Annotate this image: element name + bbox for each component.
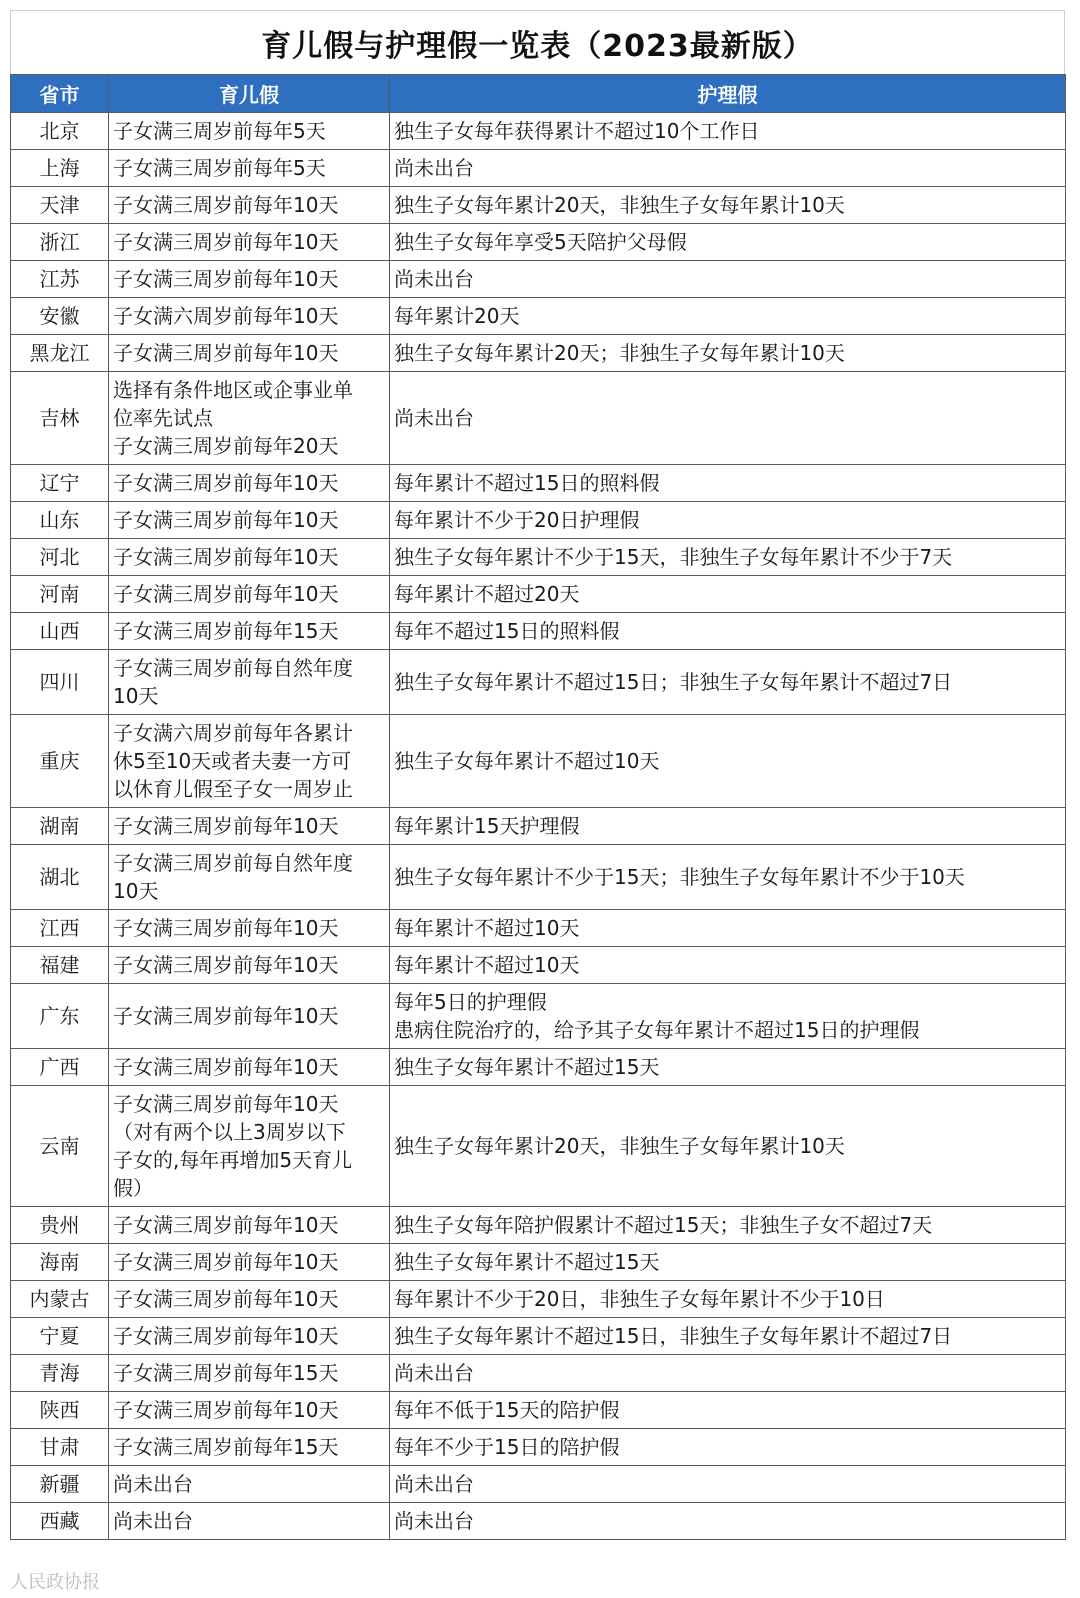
table-row [11,465,1066,502]
table-row [11,576,1066,613]
province-cell: 福建 [11,947,109,984]
table-row [11,984,1066,1049]
nursing-leave-cell [390,1086,1066,1207]
nursing-leave-text: 独生子女每年累计不超过15日；非独生子女每年累计不超过7日 [394,670,953,694]
nursing-leave-cell [390,808,1066,845]
header-nursing-leave: 护理假 [390,75,1066,113]
childcare-leave-cell [109,187,390,224]
childcare-leave-cell [109,113,390,150]
childcare-leave-text: 子女满六周岁前每年10天 [113,304,339,328]
nursing-leave-cell [390,613,1066,650]
table-row [11,808,1066,845]
nursing-leave-cell [390,113,1066,150]
province-cell: 上海 [11,150,109,187]
nursing-leave-cell [390,947,1066,984]
table-row [11,539,1066,576]
childcare-leave-cell [109,1086,390,1207]
nursing-leave-cell [390,1429,1066,1466]
childcare-leave-text: 子女满三周岁前每年15天 [113,1361,339,1385]
province-cell: 四川 [11,650,109,715]
childcare-leave-cell [109,808,390,845]
table-row [11,187,1066,224]
nursing-leave-cell [390,650,1066,715]
nursing-leave-cell [390,261,1066,298]
childcare-leave-cell [109,845,390,910]
province-cell: 内蒙古 [11,1281,109,1318]
nursing-leave-text: 尚未出台 [394,1361,474,1385]
nursing-leave-text: 独生子女每年累计不超过15天 [394,1055,660,1079]
childcare-leave-text: 子女满三周岁前每年15天 [113,1435,339,1459]
childcare-leave-cell [109,576,390,613]
table-row [11,1049,1066,1086]
childcare-leave-text: 子女满三周岁前每年10天 [113,1287,339,1311]
nursing-leave-text: 独生子女每年累计不超过15日，非独生子女每年累计不超过7日 [394,1324,953,1348]
leave-table-sheet [10,10,1065,1540]
province-cell: 河北 [11,539,109,576]
childcare-leave-text: 子女满三周岁前每年15天 [113,619,339,643]
province-cell: 北京 [11,113,109,150]
nursing-leave-cell [390,1281,1066,1318]
table-row [11,1355,1066,1392]
childcare-leave-cell [109,715,390,808]
nursing-leave-cell [390,576,1066,613]
province-cell: 新疆 [11,1466,109,1503]
childcare-leave-cell [109,910,390,947]
nursing-leave-cell [390,1392,1066,1429]
childcare-leave-cell [109,150,390,187]
table-row [11,1086,1066,1207]
nursing-leave-text: 每年累计不少于20日，非独生子女每年累计不少于10日 [394,1287,885,1311]
childcare-leave-cell [109,502,390,539]
childcare-leave-text: 子女满三周岁前每年10天 [113,953,339,977]
childcare-leave-text: 子女满三周岁前每年10天 [113,814,339,838]
childcare-leave-text: 子女满三周岁前每年10天 [113,545,339,569]
nursing-leave-text: 独生子女每年累计不超过15天 [394,1250,660,1274]
nursing-leave-cell [390,502,1066,539]
province-cell: 宁夏 [11,1318,109,1355]
nursing-leave-cell [390,1244,1066,1281]
nursing-leave-cell [390,1466,1066,1503]
childcare-leave-text: （对有两个以上3周岁以下 [113,1120,346,1144]
province-cell: 吉林 [11,372,109,465]
table-row [11,335,1066,372]
nursing-leave-cell [390,715,1066,808]
nursing-leave-text: 独生子女每年累计不超过10天 [394,749,660,773]
table-row [11,261,1066,298]
province-cell: 重庆 [11,715,109,808]
childcare-leave-cell [109,1207,390,1244]
table-row [11,1392,1066,1429]
childcare-leave-cell [109,650,390,715]
province-cell: 云南 [11,1086,109,1207]
childcare-leave-text: 尚未出台 [113,1472,193,1496]
province-cell: 海南 [11,1244,109,1281]
childcare-leave-text: 子女满三周岁前每年10天 [113,471,339,495]
childcare-leave-cell [109,947,390,984]
childcare-leave-text: 子女满三周岁前每自然年度 [113,656,353,680]
nursing-leave-text: 尚未出台 [394,156,474,180]
childcare-leave-text: 子女满三周岁前每年10天 [113,1324,339,1348]
nursing-leave-text: 每年累计不超过10天 [394,916,580,940]
nursing-leave-text: 独生子女每年陪护假累计不超过15天；非独生子女不超过7天 [394,1213,933,1237]
table-row [11,1244,1066,1281]
header-childcare-leave: 育儿假 [109,75,390,113]
province-cell: 西藏 [11,1503,109,1540]
nursing-leave-cell [390,1207,1066,1244]
table-row [11,845,1066,910]
table-row [11,502,1066,539]
table-row [11,613,1066,650]
province-cell: 天津 [11,187,109,224]
childcare-leave-text: 子女满三周岁前每年10天 [113,1213,339,1237]
nursing-leave-cell [390,335,1066,372]
nursing-leave-text: 独生子女每年累计不少于15天，非独生子女每年累计不少于7天 [394,545,953,569]
nursing-leave-cell [390,187,1066,224]
childcare-leave-cell [109,224,390,261]
childcare-leave-text: 假） [113,1176,153,1200]
nursing-leave-cell [390,298,1066,335]
childcare-leave-cell [109,335,390,372]
nursing-leave-text: 每年累计不超过20天 [394,582,580,606]
table-row [11,910,1066,947]
childcare-leave-cell [109,372,390,465]
nursing-leave-text: 每年累计不超过15日的照料假 [394,471,660,495]
childcare-leave-text: 子女满三周岁前每年10天 [113,582,339,606]
childcare-leave-cell [109,298,390,335]
childcare-leave-text: 子女满三周岁前每自然年度 [113,851,353,875]
province-cell: 辽宁 [11,465,109,502]
childcare-leave-text: 子女满三周岁前每年20天 [113,434,339,458]
childcare-leave-cell [109,1318,390,1355]
childcare-leave-text: 子女满六周岁前每年各累计 [113,721,353,745]
nursing-leave-text: 每年累计15天护理假 [394,814,580,838]
nursing-leave-text: 独生子女每年累计20天，非独生子女每年累计10天 [394,193,845,217]
nursing-leave-cell [390,910,1066,947]
province-cell: 陕西 [11,1392,109,1429]
table-row [11,113,1066,150]
table-row [11,150,1066,187]
page-title: 育儿假与护理假一览表（2023最新版） [10,10,1065,74]
childcare-leave-text: 以休育儿假至子女一周岁止 [113,777,353,801]
province-cell: 广东 [11,984,109,1049]
province-cell: 江西 [11,910,109,947]
childcare-leave-cell [109,613,390,650]
childcare-leave-cell [109,1429,390,1466]
nursing-leave-cell [390,1355,1066,1392]
province-cell: 湖北 [11,845,109,910]
table-header-row [11,75,1066,113]
nursing-leave-text: 每年累计20天 [394,304,520,328]
header-province: 省市 [11,75,109,113]
childcare-leave-text: 子女满三周岁前每年10天 [113,341,339,365]
childcare-leave-cell [109,1466,390,1503]
childcare-leave-text: 子女满三周岁前每年10天 [113,1004,339,1028]
province-cell: 甘肃 [11,1429,109,1466]
childcare-leave-text: 子女满三周岁前每年10天 [113,1250,339,1274]
childcare-leave-text: 子女满三周岁前每年10天 [113,916,339,940]
table-row [11,715,1066,808]
nursing-leave-text: 每年不超过15日的照料假 [394,619,620,643]
province-cell: 山东 [11,502,109,539]
nursing-leave-text: 患病住院治疗的，给予其子女每年累计不超过15日的护理假 [394,1018,920,1042]
childcare-leave-text: 子女满三周岁前每年10天 [113,193,339,217]
childcare-leave-text: 尚未出台 [113,1509,193,1533]
table-row [11,1429,1066,1466]
table-row [11,372,1066,465]
childcare-leave-text: 子女满三周岁前每年10天 [113,508,339,532]
province-cell: 湖南 [11,808,109,845]
nursing-leave-cell [390,984,1066,1049]
childcare-leave-text: 子女满三周岁前每年10天 [113,230,339,254]
table-row [11,1281,1066,1318]
nursing-leave-text: 每年累计不超过10天 [394,953,580,977]
nursing-leave-cell [390,150,1066,187]
nursing-leave-text: 每年5日的护理假 [394,990,547,1014]
table-row [11,1207,1066,1244]
childcare-leave-text: 休5至10天或者夫妻一方可 [113,749,352,773]
leave-table [10,74,1066,1540]
nursing-leave-text: 每年累计不少于20日护理假 [394,508,640,532]
nursing-leave-cell [390,539,1066,576]
childcare-leave-cell [109,984,390,1049]
nursing-leave-cell [390,224,1066,261]
nursing-leave-cell [390,372,1066,465]
childcare-leave-text: 选择有条件地区或企事业单 [113,378,353,402]
childcare-leave-text: 子女满三周岁前每年5天 [113,156,326,180]
childcare-leave-cell [109,1503,390,1540]
table-row [11,650,1066,715]
childcare-leave-cell [109,261,390,298]
nursing-leave-cell [390,1318,1066,1355]
childcare-leave-cell [109,539,390,576]
childcare-leave-cell [109,465,390,502]
table-row [11,1503,1066,1540]
table-body [11,113,1066,1540]
province-cell: 广西 [11,1049,109,1086]
nursing-leave-text: 尚未出台 [394,1509,474,1533]
province-cell: 浙江 [11,224,109,261]
childcare-leave-cell [109,1049,390,1086]
nursing-leave-text: 独生子女每年获得累计不超过10个工作日 [394,119,760,143]
childcare-leave-cell [109,1355,390,1392]
nursing-leave-cell [390,845,1066,910]
nursing-leave-cell [390,1049,1066,1086]
nursing-leave-text: 独生子女每年累计20天，非独生子女每年累计10天 [394,1134,845,1158]
province-cell: 江苏 [11,261,109,298]
childcare-leave-text: 位率先试点 [113,406,213,430]
province-cell: 山西 [11,613,109,650]
province-cell: 河南 [11,576,109,613]
nursing-leave-text: 尚未出台 [394,406,474,430]
province-cell: 贵州 [11,1207,109,1244]
childcare-leave-text: 子女满三周岁前每年5天 [113,119,326,143]
province-cell: 青海 [11,1355,109,1392]
nursing-leave-text: 尚未出台 [394,1472,474,1496]
table-row [11,1466,1066,1503]
table-row [11,947,1066,984]
nursing-leave-cell [390,465,1066,502]
nursing-leave-text: 独生子女每年累计不少于15天；非独生子女每年累计不少于10天 [394,865,965,889]
province-cell: 安徽 [11,298,109,335]
nursing-leave-cell [390,1503,1066,1540]
childcare-leave-cell [109,1281,390,1318]
table-row [11,224,1066,261]
table-row [11,298,1066,335]
childcare-leave-cell [109,1392,390,1429]
nursing-leave-text: 尚未出台 [394,267,474,291]
province-cell: 黑龙江 [11,335,109,372]
table-row [11,1318,1066,1355]
childcare-leave-text: 子女满三周岁前每年10天 [113,267,339,291]
childcare-leave-text: 子女满三周岁前每年10天 [113,1055,339,1079]
childcare-leave-text: 子女的,每年再增加5天育儿 [113,1148,353,1172]
childcare-leave-cell [109,1244,390,1281]
watermark: 人民政协报 [10,1572,100,1593]
childcare-leave-text: 子女满三周岁前每年10天 [113,1092,339,1116]
nursing-leave-text: 每年不少于15日的陪护假 [394,1435,620,1459]
nursing-leave-text: 独生子女每年享受5天陪护父母假 [394,230,687,254]
nursing-leave-text: 独生子女每年累计20天；非独生子女每年累计10天 [394,341,845,365]
childcare-leave-text: 10天 [113,684,159,708]
nursing-leave-text: 每年不低于15天的陪护假 [394,1398,620,1422]
childcare-leave-text: 子女满三周岁前每年10天 [113,1398,339,1422]
childcare-leave-text: 10天 [113,879,159,903]
